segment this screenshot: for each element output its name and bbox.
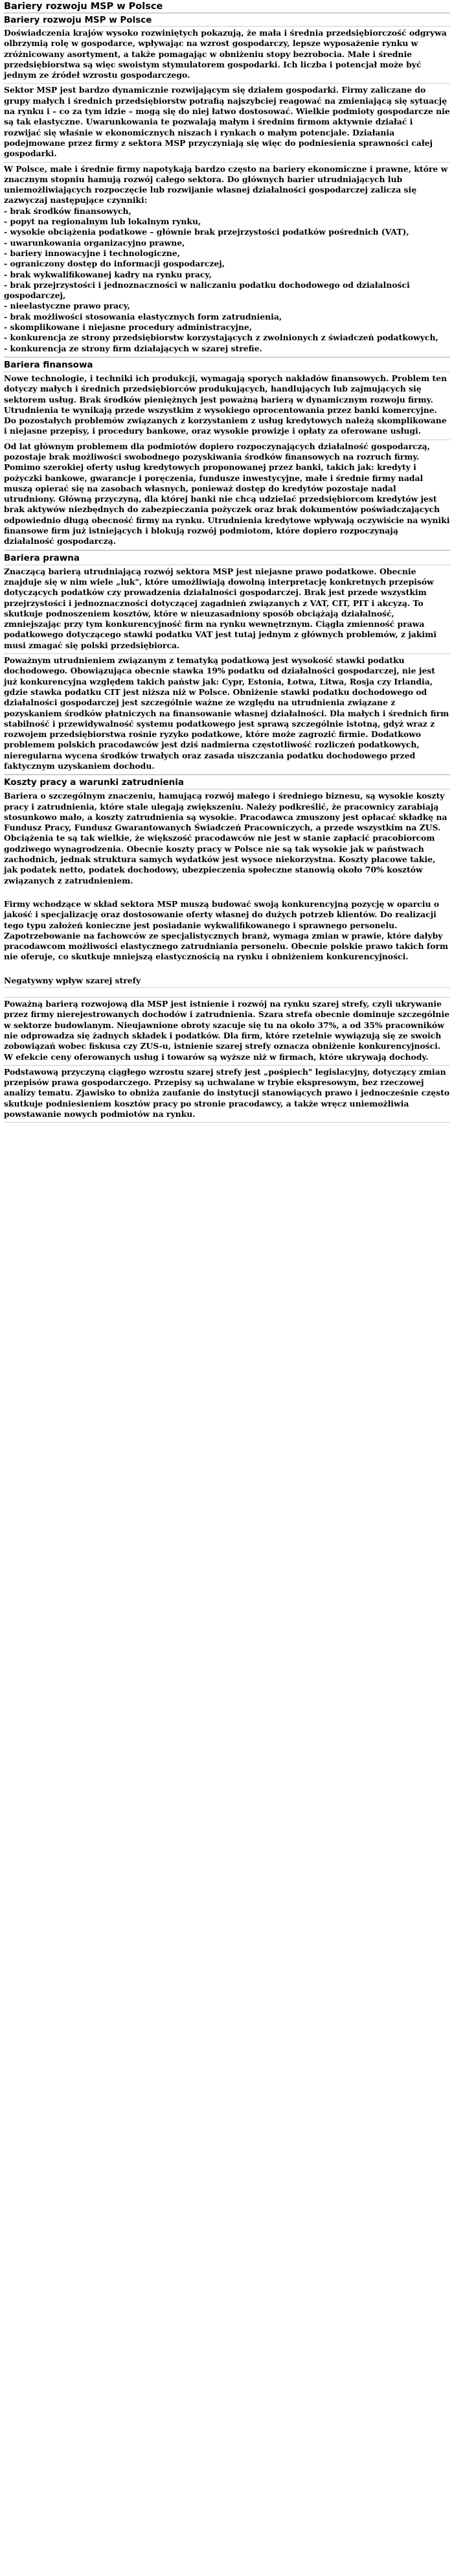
- paragraph-barriers-list: W Polsce, małe i średnie firmy napotykają bardzo często na bariery ekonomiczne i prawne, które w znacznym stopniu hamują rozwój całego sektora. Do głównych barier utrudniających lub uniemożliwiających rozpoczęcie lub rozwijanie własnej działalności gospodarczej zalicza się zazwyczaj następujące czynniki: - brak środków finansowych, - popyt na regionalnym lub lokalnym rynku, - wysokie obciążenia podatkowe – głównie brak przejrzystości podatków pośrednich (VAT), - uwarunkowania organizacyjno prawne, - bariery innowacyjne i technologiczne, - ograniczony dostęp do informacji gospodarczej, - brak wykwalifikowanej kadry na rynku pracy, - brak przejrzystości i jednoznaczności w naliczaniu podatku dochodowego od działalności gospodarczej, - nieelastyczne prawo pracy, - brak możliwości stosowania elastycznych form zatrudnienia, - skomplikowane i niejasne procedury administracyjne, - konkurencja ze strony przedsiębiorstw korzystających z zwolnionych z świadczeń podatkowych, - konkurencja ze strony firm działających w szarej strefie.: [4, 163, 450, 357]
- section-heading-legal: Bariera prawna: [4, 550, 450, 565]
- paragraph-4: Nowe technologie, i techniki ich produkcji, wymagają sporych nakładów finansowych. Problem ten dotyczy małych i średnich przedsiębiorców produkujących, handlujących lub zajmujących się sektorem usług. Brak środków pieniężnych jest poważną barierą w dynamicznym rozwoju firmy. Utrudnienia te wynikają przede wszystkim z wysokiego oprocentowania przez banki komercyjne. Do pozostałych problemów związanych z korzystaniem z usług kredytowych należą skomplikowane i niejasne przepisy, i procedury bankowe, oraz wysokie prowizje i opłaty za oferowane usługi.: [4, 372, 450, 440]
- spacer: [4, 988, 450, 998]
- section-heading-grey-economy: Negatywny wpływ szarej strefy: [4, 974, 450, 988]
- paragraph-11: Podstawową przyczyną ciągłego wzrostu szarej strefy jest „pośpiech" legislacyjny, dotyczący zmian przepisów prawa gospodarczego. Przepisy są uchwalane w trybie ekspresowym, bez rzeczowej analizy tematu. Zjawisko to obniża zaufanie do instytucji stanowiących prawo i jednocześnie często skutkuje podniesieniem kosztów pracy po stronie pracodawcy, a także wręcz uniemożliwia powstawanie nowych podmiotów na rynku.: [4, 1066, 450, 1123]
- section-heading-financial: Bariera finansowa: [4, 357, 450, 372]
- page-title: Bariery rozwoju MSP w Polsce: [4, 1, 450, 13]
- paragraph-2: Sektor MSP jest bardzo dynamicznie rozwijającym się działem gospodarki. Firmy zaliczane do grupy małych i średnich przedsiębiorstw potrafią najszybciej reagować na zmieniającą się sytuację na rynku i – co za tym idzie – mogą się do niej łatwo dostosować. Wielkie podmioty gospodarcze nie są tak elastyczne. Uwarunkowania te pozwalają małym i średnim firmom aktywnie działać i rozwijać się właśnie w ekonomicznych niszach i rynkach o małym potencjale. Działania podejmowane przez firmy z sektora MSP przyczyniają się więc do podniesienia sprawności całej gospodarki.: [4, 84, 450, 162]
- section-heading-labour-costs: Koszty pracy a warunki zatrudnienia: [4, 775, 450, 790]
- spacer: [4, 889, 450, 898]
- paragraph-1: Doświadczenia krajów wysoko rozwiniętych pokazują, że mała i średnia przedsiębiorczość odgrywa olbrzymią rolę w gospodarce, wpływając na wzrost gospodarczy, lepsze wyposażenie rynku w zróżnicowany asortyment, a także pomagając w obniżeniu stopy bezrobocia. Małe i średnie przedsiębiorstwa są więc swoistym stymulatorem gospodarki. Ich liczba i potencjał może być jednym ze źródeł wzrostu gospodarczego.: [4, 27, 450, 84]
- spacer: [4, 965, 450, 974]
- paragraph-6: Znaczącą barierą utrudniającą rozwój sektora MSP jest niejasne prawo podatkowe. Obecnie znajduje się w nim wiele „luk", które umożliwiają dowolną interpretację konkretnych przepisów dotyczących podatków czy prowadzenia działalności gospodarczej. Brak jest przede wszystkim przejrzystości i jednoznaczności dotyczącej zagadnień związanych z VAT, CIT, PIT i akcyzą. To skutkuje podnoszeniem kosztów, które w nieuzasadniony sposób obciążają działalność, zmniejszając przy tym konkurencyjność firm na rynku wewnętrznym. Ciągła zmienność prawa podatkowego dotyczącego stawki podatku VAT jest tutaj jednym z głównych problemów, z jakimi musi zmagać się polski przedsiębiorca.: [4, 565, 450, 654]
- paragraph-5: Od lat głównym problemem dla podmiotów dopiero rozpoczynających działalność gospodarczą, pozostaje brak możliwości swobodnego pozyskiwania środków finansowych na rozruch firmy. Pomimo szerokiej oferty usług kredytowych proponowanej przez banki, takich jak: kredyty i pożyczki bankowe, gwarancje i poręczenia, fundusze inwestycyjne, małe i średnie firmy nadal muszą opierać się na zasobach własnych, ponieważ dostęp do kredytów pozostaje nadal utrudniony. Główną przyczyną, dla której banki nie chcą udzielać przedsiębiorcom kredytów jest brak aktywów niezbędnych do zabezpieczania pożyczek oraz brak dokumentów poświadczających odpowiednio długą obecność firmy na rynku. Utrudnienia kredytowe wpływają oczywiście na wyniki finansowe firm już istniejących i blokują rozwój podmiotom, które dopiero rozpoczynają działalność gospodarczą.: [4, 440, 450, 550]
- article: [0, 0, 454, 1123]
- paragraph-8: Bariera o szczególnym znaczeniu, hamującą rozwój małego i średniego biznesu, są wysokie koszty pracy i zatrudnienia, które stale ulegają zwiększeniu. Należy podkreślić, że pracownicy zarabiają stosunkowo mało, a koszty zatrudnienia są wysokie. Pracodawca zmuszony jest opłacać składkę na Fundusz Pracy, Fundusz Gwarantowanych Świadczeń Pracowniczych, a przede wszystkim na ZUS. Obciążenia te są tak wielkie, że większość pracodawców nie jest w stanie zapłacić pracobiorcom godziwego wynagrodzenia. Obecnie koszty pracy w Polsce nie są tak wysokie jak w państwach zachodnich, jednak struktura samych wydatków jest wysoce niekorzystna. Koszty płacowe takie, jak podatek netto, podatek dochodowy, ubezpieczenia społeczne stanowią około 70% kosztów związanych z zatrudnieniem.: [4, 791, 448, 885]
- paragraph-10: Poważną barierą rozwojową dla MSP jest istnienie i rozwój na rynku szarej strefy, czyli ukrywanie przez firmy nierejestrowanych dochodów i zatrudnienia. Szara strefa obecnie dominuje szczególnie w sektorze budowlanym. Nieujawnione obroty szacuje się tu na około 37%, a od 35% pracowników nie odprowadza się żadnych składek i podatków. Dla firm, które rzetelnie wywiązują się ze swoich zobowiązań wobec fiskusa czy ZUS-u, istnienie szarej strefy oznacza obniżenie konkurencyjności. W efekcie ceny oferowanych usług i towarów są wyższe niż w firmach, które ukrywają dochody.: [4, 998, 450, 1066]
- paragraph-9: Firmy wchodzące w skład sektora MSP muszą budować swoją konkurencyjną pozycję w oparciu o jakość i specjalizację oraz dostosowanie oferty własnej do dużych potrzeb klientów. Do realizacji tego typu założeń konieczne jest posiadanie wykwalifikowanego i sprawnego personelu. Zapotrzebowanie na fachowców ze specjalistycznych branż, wymaga zmian w prawie, które dałyby pracodawcom możliwości elastycznego zatrudniania personelu. Obecnie polskie prawo takich form nie oferuje, co skutkuje mniejszą elastycznością na rynku i obniżeniem konkurencyjności.: [4, 898, 448, 962]
- paragraph-7: Poważnym utrudnieniem związanym z tematyką podatkową jest wysokość stawki podatku dochodowego. Obowiązująca obecnie stawka 19% podatku od działalności gospodarczej, nie jest już konkurencyjna względem takich państw jak: Cypr, Estonia, Łotwa, Litwa, Rosja czy Irlandia, gdzie stawka podatku CIT jest niższa niż w Polsce. Obniżenie stawki podatku dochodowego od działalności gospodarczej jest szczególnie ważne ze względu na utrudnienia związane z pozyskaniem środków płatniczych na finansowanie własnej działalności. Dla małych i średnich firm stabilność i przewidywalność systemu podatkowego jest sprawą szczególnie istotną, gdyż wraz z rozwojem przedsiębiorstwa rośnie ryzyko podatkowe, które może zagrozić firmie. Dodatkowo problemem polskich pracodawców jest dziś nadmierna częstotliwość rozliczeń podatkowych, nieregularna wycena środków trwałych oraz zasada uiszczania podatku dochodowego przed faktycznym uzyskaniem dochodu.: [4, 654, 450, 775]
- section-heading-intro: Bariery rozwoju MSP w Polsce: [4, 13, 450, 27]
